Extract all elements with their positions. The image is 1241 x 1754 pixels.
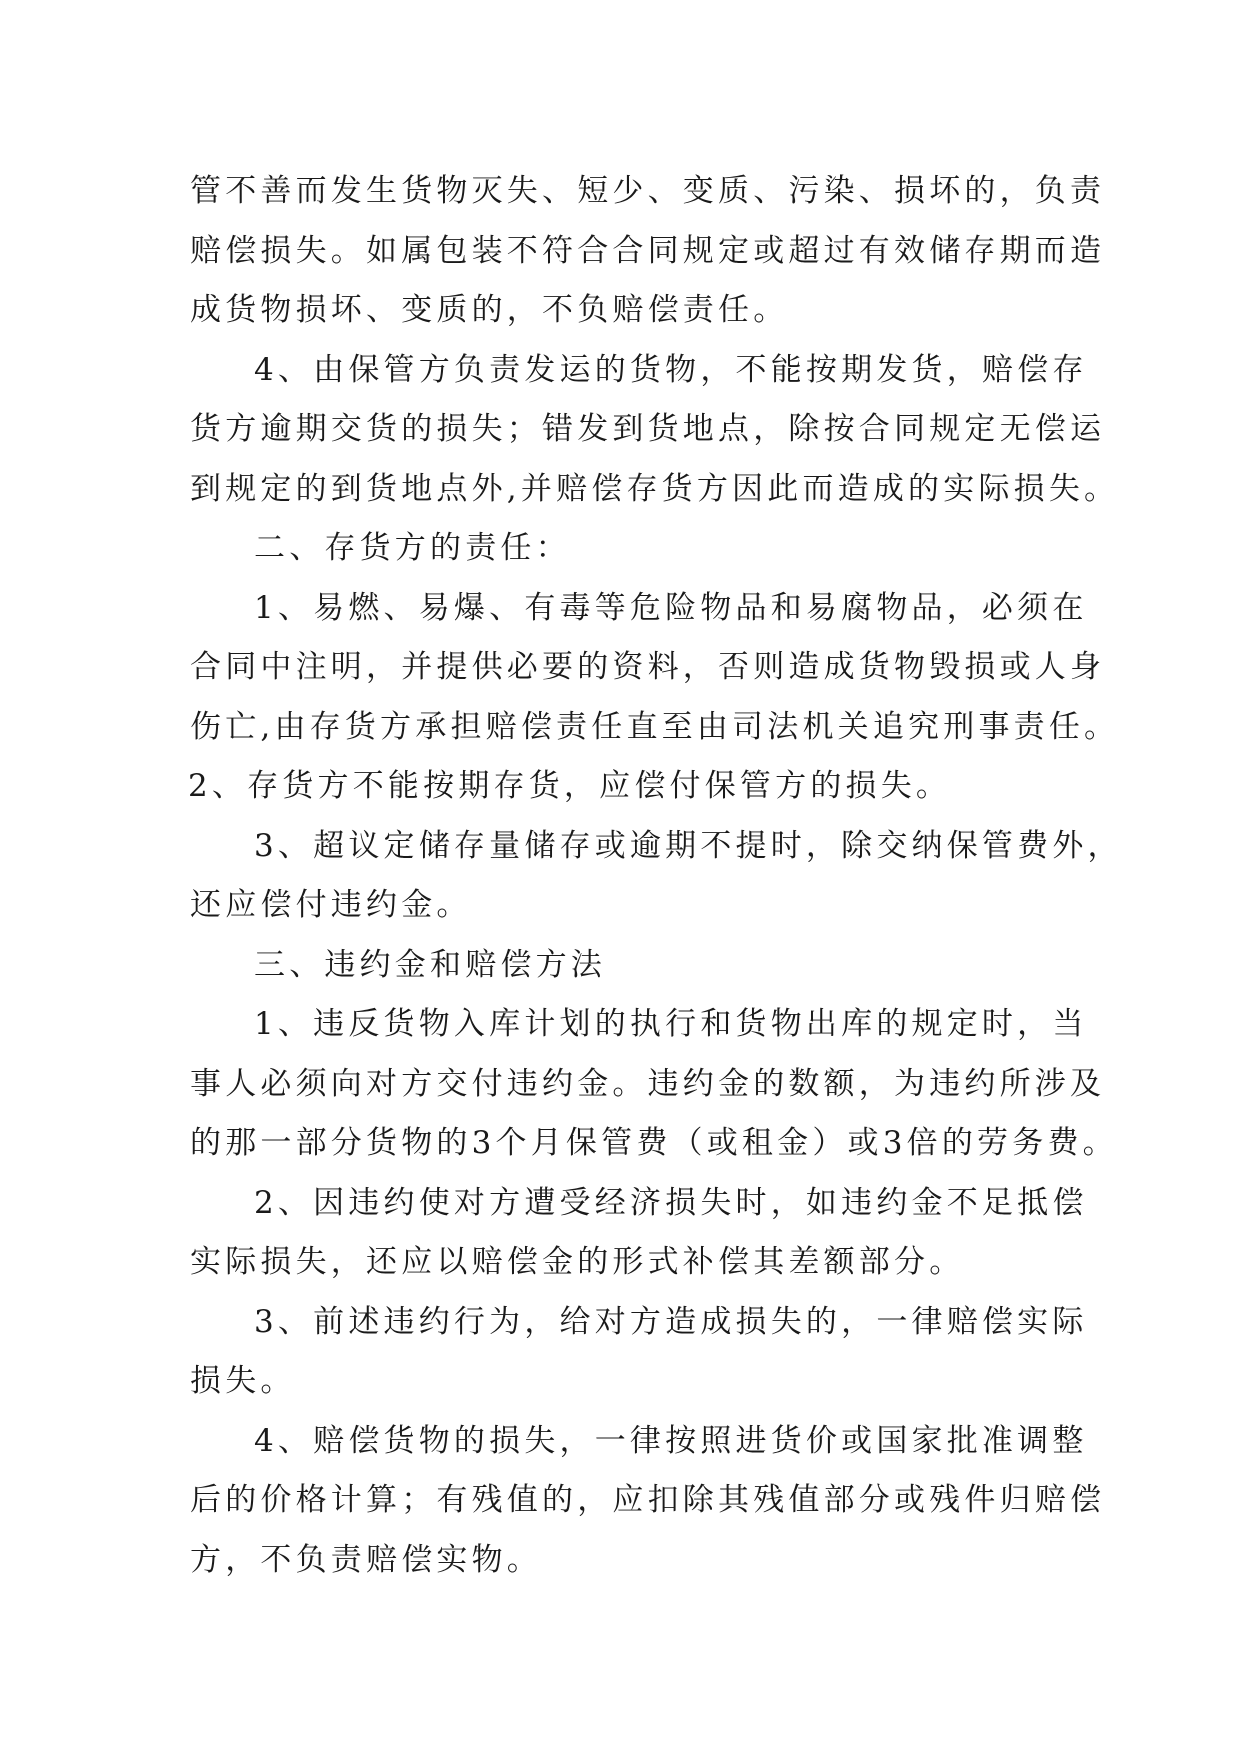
- text-line: 3、前述违约行为，给对方造成损失的，一律赔偿实际: [254, 1303, 1088, 1340]
- text-line: 2、存货方不能按期存货，应偿付保管方的损失。: [188, 768, 952, 804]
- text-line: 1、违反货物入库计划的执行和货物出库的规定时，当: [254, 1006, 1088, 1042]
- text-line: 损失。: [190, 1363, 296, 1399]
- text-line: 4、赔偿货物的损失，一律按照进货价或国家批准调整: [254, 1422, 1088, 1459]
- text-line: 还应偿付违约金。: [190, 887, 472, 923]
- text-line: 事人必须向对方交付违约金。违约金的数额，为违约所涉及: [190, 1065, 1106, 1102]
- text-line: 伤亡,由存货方承担赔偿责任直至由司法机关追究刑事责任。: [190, 708, 1120, 745]
- text-line: 实际损失，还应以赔偿金的形式补偿其差额部分。: [190, 1244, 965, 1280]
- text-line: 赔偿损失。如属包装不符合合同规定或超过有效储存期而造: [190, 232, 1106, 269]
- text-line: 4、由保管方负责发运的货物，不能按期发货，赔偿存: [254, 351, 1088, 388]
- document-body: [188, 162, 1123, 1590]
- text-line: 成货物损坏、变质的，不负赔偿责任。: [190, 292, 789, 328]
- text-line: 1、易燃、易爆、有毒等危险物品和易腐物品，必须在: [254, 589, 1088, 626]
- text-line: 后的价格计算；有残值的，应扣除其残值部分或残件归赔偿: [190, 1482, 1106, 1518]
- text-line: 管不善而发生货物灭失、短少、变质、污染、损坏的，负责: [190, 173, 1106, 209]
- text-line: 的那一部分货物的3个月保管费（或租金）或3倍的劳务费。: [190, 1125, 1118, 1161]
- text-line: 到规定的到货地点外,并赔偿存货方因此而造成的实际损失。: [190, 470, 1120, 507]
- text-line: 方，不负责赔偿实物。: [190, 1541, 542, 1578]
- section-heading: 二、存货方的责任：: [254, 530, 571, 566]
- text-line: 合同中注明，并提供必要的资料，否则造成货物毁损或人身: [190, 649, 1106, 685]
- section-heading: 三、违约金和赔偿方法: [254, 946, 606, 983]
- text-line: 3、超议定储存量储存或逾期不提时，除交纳保管费外，: [254, 827, 1123, 864]
- text-line: 2、因违约使对方遭受经济损失时，如违约金不足抵偿: [254, 1184, 1088, 1221]
- text-line: 货方逾期交货的损失；错发到货地点，除按合同规定无偿运: [190, 411, 1106, 447]
